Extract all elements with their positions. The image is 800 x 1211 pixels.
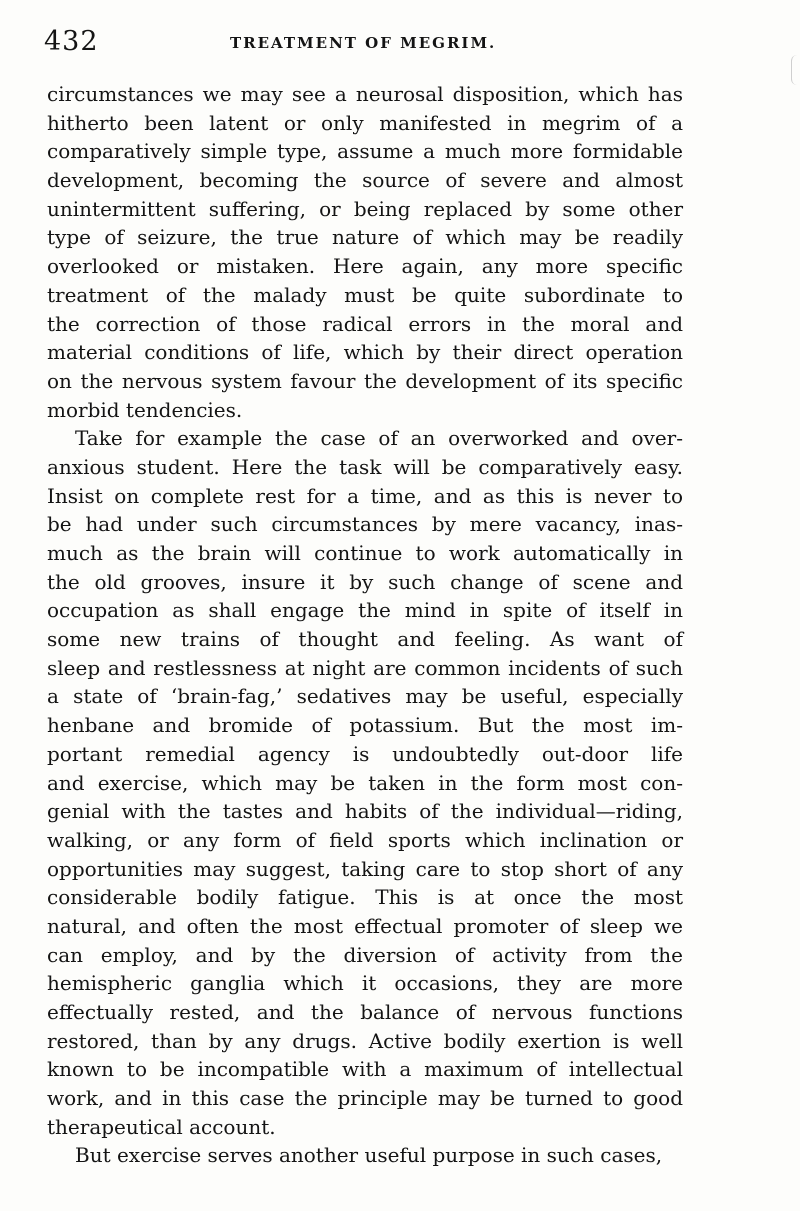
text-line: walking, or any form of field sports which inclination or: [47, 827, 683, 852]
text-line: work, and in this case the principle may be turned to good: [47, 1086, 683, 1111]
text-line: natural, and often the most effectual promoter of sleep we: [47, 913, 683, 938]
text-line: much as the brain will continue to work automatically in: [47, 541, 683, 565]
text-line: comparatively simple type, assume a much more formidable: [47, 139, 683, 164]
page-header: [44, 26, 684, 60]
text-line: some new trains of thought and feeling. As want of: [47, 627, 683, 652]
text-line: the correction of those radical errors in the moral and: [47, 311, 683, 336]
text-line: portant remedial agency is undoubtedly out-door life: [47, 741, 683, 766]
text-line: known to be incompatible with a maximum of intellectual: [47, 1057, 683, 1082]
text-line: on the nervous system favour the development of its specific: [47, 368, 683, 393]
text-line: be had under such circumstances by mere vacancy, inas-: [47, 512, 683, 537]
paragraph: [47, 80, 683, 424]
text-line: considerable bodily fatigue. This is at once the most: [47, 885, 683, 910]
text-line: a state of ‘brain-fag,’ sedatives may be useful, especially: [47, 684, 683, 709]
page-number: 432: [44, 26, 99, 57]
text-line: type of seizure, the true nature of which may be readily: [47, 225, 683, 250]
text-line: hitherto been latent or only manifested in megrim of a: [47, 110, 683, 135]
text-line: But exercise serves another useful purpose in such cases,: [75, 1143, 663, 1168]
text-line: Insist on complete rest for a time, and as this is never to: [47, 483, 683, 508]
text-line: effectually rested, and the balance of nervous functions: [47, 1000, 683, 1024]
text-line: occupation as shall engage the mind in spite of itself in: [47, 598, 683, 623]
text-line: unintermittent suffering, or being replaced by some other: [47, 196, 683, 221]
text-line: and exercise, which may be taken in the form most con-: [47, 770, 683, 795]
text-line: sleep and restlessness at night are common incidents of such: [47, 655, 683, 680]
text-line: development, becoming the source of severe and almost: [47, 168, 683, 193]
text-line: circumstances we may see a neurosal disposition, which has: [47, 82, 683, 106]
text-line: morbid tendencies.: [47, 397, 243, 422]
paragraph: [47, 1141, 683, 1170]
text-line: material conditions of life, which by their direct operation: [47, 340, 683, 365]
text-line: genial with the tastes and habits of the individual—riding,: [47, 799, 683, 824]
text-line: hemispheric ganglia which it occasions, they are more: [47, 971, 683, 996]
text-line: henbane and bromide of potassium. But the most im-: [47, 713, 683, 738]
page-edge-shadow: [791, 55, 800, 85]
paragraph: [47, 424, 683, 1141]
text-line: therapeutical account.: [47, 1114, 276, 1139]
text-line: Take for example the case of an overworked and over-: [75, 426, 683, 451]
text-line: opportunities may suggest, taking care to stop short of any: [47, 856, 683, 881]
running-title: TREATMENT OF MEGRIM.: [230, 34, 497, 52]
text-line: anxious student. Here the task will be comparatively easy.: [47, 454, 683, 479]
text-line: the old grooves, insure it by such change of scene and: [47, 569, 683, 594]
text-line: can employ, and by the diversion of activity from the: [47, 942, 683, 967]
text-line: restored, than by any drugs. Active bodily exertion is well: [47, 1028, 683, 1053]
body-text: [47, 80, 683, 1170]
text-line: overlooked or mistaken. Here again, any more specific: [47, 254, 683, 279]
text-line: treatment of the malady must be quite subordinate to: [47, 282, 683, 307]
